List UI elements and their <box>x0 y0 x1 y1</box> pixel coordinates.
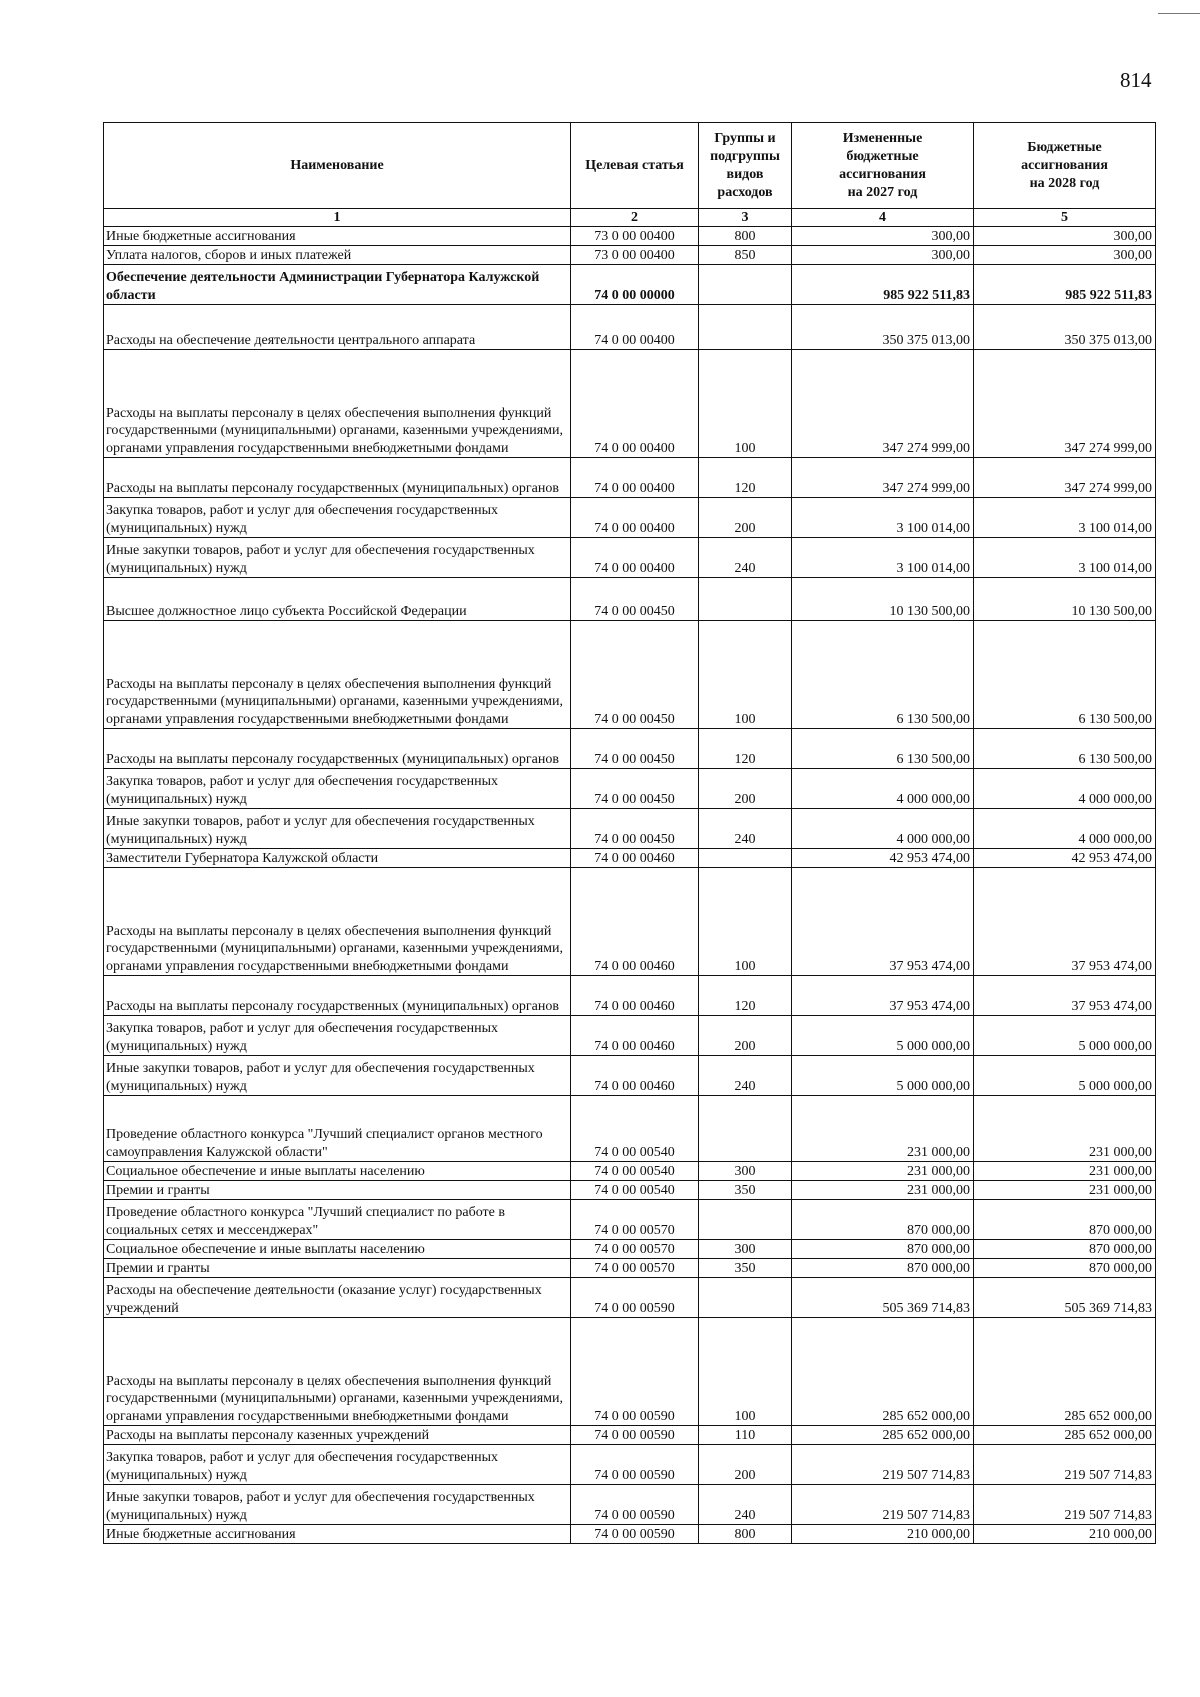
row-name-cell: Расходы на выплаты персоналу казенных учреждений <box>104 1426 571 1445</box>
row-target-code-cell: 74 0 00 00540 <box>571 1162 699 1181</box>
row-group-code-cell: 240 <box>699 1485 792 1525</box>
table-row <box>104 868 1156 976</box>
row-amount-2028-cell: 870 000,00 <box>974 1200 1156 1240</box>
row-name-cell: Расходы на обеспечение деятельности центрального аппарата <box>104 305 571 350</box>
row-target-code-cell: 74 0 00 00000 <box>571 265 699 305</box>
row-group-code-cell: 200 <box>699 769 792 809</box>
row-amount-2028-cell: 347 274 999,00 <box>974 350 1156 458</box>
table-row <box>104 1259 1156 1278</box>
row-target-code-cell: 74 0 00 00540 <box>571 1096 699 1162</box>
row-name-cell: Иные закупки товаров, работ и услуг для обеспечения государственных (муниципальных) нужд <box>104 1485 571 1525</box>
row-target-code-cell: 74 0 00 00460 <box>571 1056 699 1096</box>
row-target-code-cell: 74 0 00 00400 <box>571 458 699 498</box>
table-row <box>104 849 1156 868</box>
column-number: 5 <box>974 209 1156 227</box>
row-name-cell: Расходы на выплаты персоналу государственных (муниципальных) органов <box>104 976 571 1016</box>
row-group-code-cell <box>699 305 792 350</box>
row-amount-2027-cell: 300,00 <box>792 227 974 246</box>
header-changed-line2: бюджетные <box>846 148 919 164</box>
row-group-code-cell <box>699 578 792 621</box>
row-group-code-cell: 110 <box>699 1426 792 1445</box>
row-amount-2028-cell: 4 000 000,00 <box>974 769 1156 809</box>
budget-table <box>103 122 1156 1544</box>
row-target-code-cell: 74 0 00 00400 <box>571 538 699 578</box>
row-name-cell: Иные бюджетные ассигнования <box>104 1525 571 1544</box>
row-amount-2028-cell: 219 507 714,83 <box>974 1445 1156 1485</box>
row-amount-2028-cell: 210 000,00 <box>974 1525 1156 1544</box>
row-name-cell: Социальное обеспечение и иные выплаты населению <box>104 1162 571 1181</box>
table-row <box>104 809 1156 849</box>
table-row <box>104 498 1156 538</box>
row-target-code-cell: 74 0 00 00460 <box>571 1016 699 1056</box>
row-group-code-cell: 240 <box>699 538 792 578</box>
row-target-code-cell: 74 0 00 00570 <box>571 1259 699 1278</box>
row-target-code-cell: 74 0 00 00450 <box>571 809 699 849</box>
row-amount-2028-cell: 6 130 500,00 <box>974 621 1156 729</box>
header-row <box>104 123 1156 209</box>
row-amount-2028-cell: 3 100 014,00 <box>974 538 1156 578</box>
row-amount-2028-cell: 3 100 014,00 <box>974 498 1156 538</box>
row-amount-2027-cell: 347 274 999,00 <box>792 458 974 498</box>
row-group-code-cell: 100 <box>699 868 792 976</box>
header-changed-2027 <box>792 123 974 209</box>
row-name-cell: Иные бюджетные ассигнования <box>104 227 571 246</box>
row-name-cell: Расходы на выплаты персоналу в целях обеспечения выполнения функций государственными (муниципальными) органами, казенными учреждениями, органами управления государственными внебюджетными фондами <box>104 1318 571 1426</box>
row-group-code-cell <box>699 1278 792 1318</box>
row-name-cell: Премии и гранты <box>104 1181 571 1200</box>
row-amount-2028-cell: 10 130 500,00 <box>974 578 1156 621</box>
row-amount-2028-cell: 37 953 474,00 <box>974 976 1156 1016</box>
row-amount-2027-cell: 870 000,00 <box>792 1259 974 1278</box>
header-changed-line1: Измененные <box>842 130 923 146</box>
column-number: 1 <box>104 209 571 227</box>
header-groups-line2: подгруппы <box>710 148 780 164</box>
table-row <box>104 621 1156 729</box>
row-name-cell: Проведение областного конкурса "Лучший специалист по работе в социальных сетях и мессенджерах" <box>104 1200 571 1240</box>
row-amount-2028-cell: 6 130 500,00 <box>974 729 1156 769</box>
row-amount-2027-cell: 219 507 714,83 <box>792 1485 974 1525</box>
row-amount-2027-cell: 505 369 714,83 <box>792 1278 974 1318</box>
row-amount-2027-cell: 10 130 500,00 <box>792 578 974 621</box>
row-target-code-cell: 74 0 00 00590 <box>571 1485 699 1525</box>
row-group-code-cell <box>699 1200 792 1240</box>
row-group-code-cell: 120 <box>699 729 792 769</box>
row-amount-2028-cell: 870 000,00 <box>974 1259 1156 1278</box>
row-group-code-cell: 100 <box>699 350 792 458</box>
table-row <box>104 729 1156 769</box>
row-target-code-cell: 74 0 00 00590 <box>571 1445 699 1485</box>
row-name-cell: Закупка товаров, работ и услуг для обеспечения государственных (муниципальных) нужд <box>104 498 571 538</box>
row-name-cell: Закупка товаров, работ и услуг для обеспечения государственных (муниципальных) нужд <box>104 1016 571 1056</box>
header-2028-line3: на 2028 год <box>1029 175 1100 191</box>
column-number: 3 <box>699 209 792 227</box>
scan-edge-line <box>1158 13 1200 14</box>
row-amount-2027-cell: 285 652 000,00 <box>792 1318 974 1426</box>
row-amount-2028-cell: 300,00 <box>974 246 1156 265</box>
row-group-code-cell: 200 <box>699 1445 792 1485</box>
row-group-code-cell: 120 <box>699 976 792 1016</box>
table-body <box>104 227 1156 1544</box>
row-amount-2027-cell: 3 100 014,00 <box>792 538 974 578</box>
row-name-cell: Расходы на выплаты персоналу государственных (муниципальных) органов <box>104 729 571 769</box>
row-amount-2027-cell: 870 000,00 <box>792 1200 974 1240</box>
row-name-cell: Расходы на выплаты персоналу государственных (муниципальных) органов <box>104 458 571 498</box>
row-target-code-cell: 74 0 00 00460 <box>571 868 699 976</box>
table-row <box>104 578 1156 621</box>
row-amount-2028-cell: 37 953 474,00 <box>974 868 1156 976</box>
row-group-code-cell: 800 <box>699 1525 792 1544</box>
table-row <box>104 1485 1156 1525</box>
row-amount-2027-cell: 42 953 474,00 <box>792 849 974 868</box>
row-target-code-cell: 74 0 00 00400 <box>571 350 699 458</box>
row-target-code-cell: 74 0 00 00590 <box>571 1525 699 1544</box>
header-budget-2028 <box>974 123 1156 209</box>
table-row <box>104 976 1156 1016</box>
row-target-code-cell: 74 0 00 00460 <box>571 976 699 1016</box>
table-row <box>104 265 1156 305</box>
row-group-code-cell: 850 <box>699 246 792 265</box>
row-group-code-cell: 100 <box>699 621 792 729</box>
row-target-code-cell: 74 0 00 00570 <box>571 1240 699 1259</box>
row-target-code-cell: 74 0 00 00400 <box>571 498 699 538</box>
row-name-cell: Обеспечение деятельности Администрации Губернатора Калужской области <box>104 265 571 305</box>
row-name-cell: Высшее должностное лицо субъекта Российской Федерации <box>104 578 571 621</box>
row-name-cell: Закупка товаров, работ и услуг для обеспечения государственных (муниципальных) нужд <box>104 1445 571 1485</box>
table-row <box>104 1200 1156 1240</box>
table-row <box>104 305 1156 350</box>
row-target-code-cell: 74 0 00 00450 <box>571 769 699 809</box>
row-amount-2027-cell: 4 000 000,00 <box>792 769 974 809</box>
row-amount-2027-cell: 870 000,00 <box>792 1240 974 1259</box>
row-target-code-cell: 74 0 00 00590 <box>571 1426 699 1445</box>
row-group-code-cell <box>699 849 792 868</box>
row-name-cell: Проведение областного конкурса "Лучший специалист органов местного самоуправления Калужской области" <box>104 1096 571 1162</box>
table-row <box>104 246 1156 265</box>
row-name-cell: Расходы на выплаты персоналу в целях обеспечения выполнения функций государственными (муниципальными) органами, казенными учреждениями, органами управления государственными внебюджетными фондами <box>104 621 571 729</box>
row-amount-2028-cell: 42 953 474,00 <box>974 849 1156 868</box>
row-amount-2027-cell: 4 000 000,00 <box>792 809 974 849</box>
row-amount-2027-cell: 231 000,00 <box>792 1162 974 1181</box>
row-name-cell: Расходы на обеспечение деятельности (оказание услуг) государственных учреждений <box>104 1278 571 1318</box>
row-amount-2027-cell: 37 953 474,00 <box>792 868 974 976</box>
row-target-code-cell: 73 0 00 00400 <box>571 227 699 246</box>
row-amount-2027-cell: 219 507 714,83 <box>792 1445 974 1485</box>
row-amount-2028-cell: 5 000 000,00 <box>974 1016 1156 1056</box>
column-number: 2 <box>571 209 699 227</box>
row-name-cell: Расходы на выплаты персоналу в целях обеспечения выполнения функций государственными (муниципальными) органами, казенными учреждениями, органами управления государственными внебюджетными фондами <box>104 868 571 976</box>
row-target-code-cell: 74 0 00 00450 <box>571 729 699 769</box>
table-row <box>104 1318 1156 1426</box>
row-amount-2027-cell: 347 274 999,00 <box>792 350 974 458</box>
table-row <box>104 538 1156 578</box>
table-row <box>104 1096 1156 1162</box>
table-row <box>104 1181 1156 1200</box>
column-number: 4 <box>792 209 974 227</box>
header-changed-line3: ассигнования <box>839 166 926 182</box>
header-target: Целевая статья <box>571 123 699 209</box>
table-row <box>104 227 1156 246</box>
header-2028-line2: ассигнования <box>1021 157 1108 173</box>
row-amount-2027-cell: 985 922 511,83 <box>792 265 974 305</box>
row-amount-2027-cell: 285 652 000,00 <box>792 1426 974 1445</box>
row-group-code-cell: 350 <box>699 1181 792 1200</box>
row-name-cell: Расходы на выплаты персоналу в целях обеспечения выполнения функций государственными (муниципальными) органами, казенными учреждениями, органами управления государственными внебюджетными фондами <box>104 350 571 458</box>
row-amount-2028-cell: 505 369 714,83 <box>974 1278 1156 1318</box>
row-amount-2028-cell: 4 000 000,00 <box>974 809 1156 849</box>
header-groups-line4: расходов <box>717 184 773 200</box>
row-amount-2027-cell: 300,00 <box>792 246 974 265</box>
row-amount-2027-cell: 210 000,00 <box>792 1525 974 1544</box>
row-amount-2028-cell: 219 507 714,83 <box>974 1485 1156 1525</box>
row-amount-2027-cell: 231 000,00 <box>792 1181 974 1200</box>
row-amount-2027-cell: 3 100 014,00 <box>792 498 974 538</box>
table-row <box>104 458 1156 498</box>
row-group-code-cell <box>699 1096 792 1162</box>
row-amount-2027-cell: 5 000 000,00 <box>792 1016 974 1056</box>
row-group-code-cell: 300 <box>699 1162 792 1181</box>
header-changed-line4: на 2027 год <box>847 184 918 200</box>
row-name-cell: Иные закупки товаров, работ и услуг для обеспечения государственных (муниципальных) нужд <box>104 809 571 849</box>
table-row <box>104 1056 1156 1096</box>
row-amount-2028-cell: 231 000,00 <box>974 1162 1156 1181</box>
table-row <box>104 769 1156 809</box>
row-amount-2028-cell: 5 000 000,00 <box>974 1056 1156 1096</box>
row-amount-2028-cell: 300,00 <box>974 227 1156 246</box>
row-amount-2028-cell: 285 652 000,00 <box>974 1318 1156 1426</box>
row-amount-2027-cell: 6 130 500,00 <box>792 621 974 729</box>
row-amount-2027-cell: 6 130 500,00 <box>792 729 974 769</box>
row-group-code-cell: 240 <box>699 809 792 849</box>
row-group-code-cell <box>699 265 792 305</box>
row-name-cell: Иные закупки товаров, работ и услуг для обеспечения государственных (муниципальных) нужд <box>104 538 571 578</box>
row-group-code-cell: 350 <box>699 1259 792 1278</box>
header-groups-line1: Группы и <box>714 130 776 146</box>
row-name-cell: Социальное обеспечение и иные выплаты населению <box>104 1240 571 1259</box>
row-group-code-cell: 800 <box>699 227 792 246</box>
header-groups-line3: видов <box>726 166 764 182</box>
table-row <box>104 1426 1156 1445</box>
row-target-code-cell: 74 0 00 00460 <box>571 849 699 868</box>
header-2028-line1: Бюджетные <box>1027 139 1102 155</box>
row-amount-2028-cell: 985 922 511,83 <box>974 265 1156 305</box>
row-amount-2027-cell: 231 000,00 <box>792 1096 974 1162</box>
row-target-code-cell: 74 0 00 00540 <box>571 1181 699 1200</box>
table-row <box>104 1016 1156 1056</box>
row-group-code-cell: 100 <box>699 1318 792 1426</box>
row-group-code-cell: 240 <box>699 1056 792 1096</box>
row-target-code-cell: 74 0 00 00400 <box>571 305 699 350</box>
table-row <box>104 1278 1156 1318</box>
budget-table-container <box>103 122 1155 1544</box>
row-name-cell: Заместители Губернатора Калужской области <box>104 849 571 868</box>
row-name-cell: Иные закупки товаров, работ и услуг для обеспечения государственных (муниципальных) нужд <box>104 1056 571 1096</box>
row-amount-2028-cell: 350 375 013,00 <box>974 305 1156 350</box>
row-target-code-cell: 74 0 00 00590 <box>571 1318 699 1426</box>
table-row <box>104 1240 1156 1259</box>
row-target-code-cell: 74 0 00 00450 <box>571 578 699 621</box>
table-row <box>104 1525 1156 1544</box>
row-name-cell: Закупка товаров, работ и услуг для обеспечения государственных (муниципальных) нужд <box>104 769 571 809</box>
table-row <box>104 350 1156 458</box>
row-amount-2027-cell: 5 000 000,00 <box>792 1056 974 1096</box>
row-group-code-cell: 200 <box>699 498 792 538</box>
row-group-code-cell: 200 <box>699 1016 792 1056</box>
row-group-code-cell: 300 <box>699 1240 792 1259</box>
row-name-cell: Премии и гранты <box>104 1259 571 1278</box>
row-name-cell: Уплата налогов, сборов и иных платежей <box>104 246 571 265</box>
row-amount-2028-cell: 231 000,00 <box>974 1096 1156 1162</box>
table-row <box>104 1162 1156 1181</box>
row-target-code-cell: 74 0 00 00590 <box>571 1278 699 1318</box>
row-target-code-cell: 74 0 00 00450 <box>571 621 699 729</box>
header-name: Наименование <box>104 123 571 209</box>
row-amount-2028-cell: 870 000,00 <box>974 1240 1156 1259</box>
row-target-code-cell: 74 0 00 00570 <box>571 1200 699 1240</box>
row-group-code-cell: 120 <box>699 458 792 498</box>
row-amount-2028-cell: 231 000,00 <box>974 1181 1156 1200</box>
row-amount-2027-cell: 37 953 474,00 <box>792 976 974 1016</box>
page-number: 814 <box>1120 68 1152 92</box>
column-number-row <box>104 209 1156 227</box>
table-row <box>104 1445 1156 1485</box>
row-amount-2028-cell: 285 652 000,00 <box>974 1426 1156 1445</box>
row-amount-2028-cell: 347 274 999,00 <box>974 458 1156 498</box>
header-groups <box>699 123 792 209</box>
row-amount-2027-cell: 350 375 013,00 <box>792 305 974 350</box>
row-target-code-cell: 73 0 00 00400 <box>571 246 699 265</box>
